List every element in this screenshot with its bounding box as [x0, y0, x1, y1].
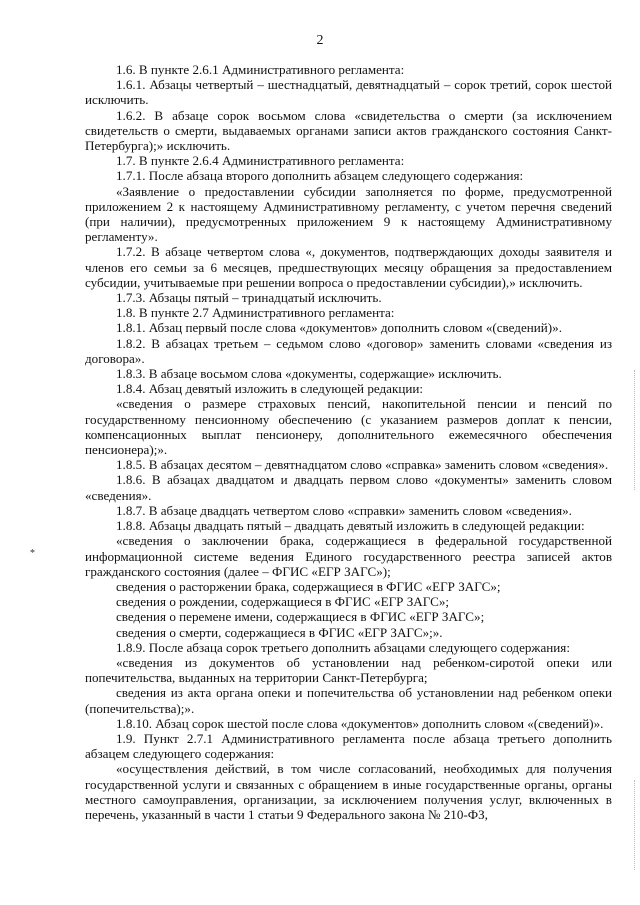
paragraph: 1.8.8. Абзацы двадцать пятый – двадцать девятый изложить в следующей редакции:: [116, 518, 585, 534]
paragraph: сведения из акта органа опеки и попечительства об установлении над ребенком опеки (попечительства);».: [85, 685, 612, 716]
paragraph: 1.8.9. После абзаца сорок третьего дополнить абзацами следующего содержания:: [116, 639, 570, 655]
document-body: [85, 62, 612, 822]
margin-mark: *: [30, 548, 35, 559]
paragraph: 1.8.5. В абзацах десятом – девятнадцатом слово «справка» заменить словом «сведения».: [116, 457, 609, 473]
paragraph: сведения о рождении, содержащиеся в ФГИС «ЕГР ЗАГС»;: [116, 594, 450, 610]
scan-edge-marks: [634, 370, 638, 490]
paragraph: «осуществления действий, в том числе согласований, необходимых для получения государственной услуги и связанных с обращением в иные государственные органы, органы местного самоуправления, организации, за исключением получения услуг, включенных в перечень, указанный в части 1 статьи 9 Федерального закона № 210-ФЗ,: [85, 761, 612, 822]
paragraph: 1.8.4. Абзац девятый изложить в следующей редакции:: [116, 381, 423, 397]
paragraph: сведения о расторжении брака, содержащиеся в ФГИС «ЕГР ЗАГС»;: [116, 578, 501, 594]
paragraph: 1.8.6. В абзацах двадцатом и двадцать первом слово «документы» заменить словом «сведения».: [85, 472, 612, 503]
paragraph: 1.6.1. Абзацы четвертый – шестнадцатый, девятнадцатый – сорок третий, сорок шестой исключить.: [85, 77, 612, 108]
paragraph: 1.8. В пункте 2.7 Административного регламента:: [116, 305, 395, 321]
paragraph: 1.6. В пункте 2.6.1 Административного регламента:: [116, 62, 405, 77]
paragraph: 1.7.2. В абзаце четвертом слова «, документов, подтверждающих доходы заявителя и членов его семьи за 6 месяцев, предшествующих месяцу обращения за предоставлением субсидии, учитываемые при решении вопроса о предоставлении субсидии),» исключить.: [85, 244, 612, 290]
paragraph: 1.8.2. В абзацах третьем – седьмом слово «договор» заменить словами «сведения из договора».: [85, 335, 612, 366]
paragraph: сведения о перемене имени, содержащиеся в ФГИС «ЕГР ЗАГС»;: [116, 609, 485, 625]
paragraph: 1.6.2. В абзаце сорок восьмом слова «свидетельства о смерти (за исключением свидетельств о смерти, выдаваемых органами записи актов гражданского состояния Санкт-Петербурга);» исключить.: [85, 107, 612, 154]
paragraph: 1.8.10. Абзац сорок шестой после слова «документов» дополнить словом «(сведений)».: [116, 715, 604, 731]
paragraph: сведения о смерти, содержащиеся в ФГИС «ЕГР ЗАГС»;».: [116, 624, 443, 640]
paragraph: 1.7. В пункте 2.6.4 Административного регламента:: [116, 153, 405, 169]
paragraph: 1.9. Пункт 2.7.1 Административного регламента после абзаца третьего дополнить абзацем следующего содержания:: [85, 730, 612, 762]
paragraph: «сведения о размере страховых пенсий, накопительной пенсии и пенсий по государственному пенсионному обеспечению (с указанием размеров доплат к пенсии, компенсационных выплат пенсионеру, дополнительного ежемесячного обеспечения пенсионера);».: [85, 396, 612, 458]
paragraph: 1.8.1. Абзац первый после слова «документов» дополнить словом «(сведений)».: [116, 320, 562, 336]
paragraph: 1.7.1. После абзаца второго дополнить абзацем следующего содержания:: [116, 168, 524, 184]
paragraph: 1.8.7. В абзаце двадцать четвертом слово «справки» заменить словом «сведения».: [116, 502, 572, 518]
page-number: 2: [316, 33, 324, 48]
paragraph: 1.7.3. Абзацы пятый – тринадцатый исключить.: [116, 290, 382, 306]
paragraph: 1.8.3. В абзаце восьмом слова «документы, содержащие» исключить.: [116, 366, 502, 382]
paragraph: «Заявление о предоставлении субсидии заполняется по форме, предусмотренной приложением 2 к настоящему Административному регламенту, с учетом перечня сведений (при наличии), предусмотренных приложением 9 к настоящему Административному регламенту».: [85, 183, 612, 245]
scan-edge-marks-lower: [634, 780, 638, 870]
paragraph: «сведения из документов об установлении над ребенком-сиротой опеки или попечительства, выданных на территории Санкт-Петербурга;: [85, 654, 612, 686]
paragraph: «сведения о заключении брака, содержащиеся в федеральной государственной информационной системе ведения Единого государственного реестра записей актов гражданского состояния (далее – ФГИС «ЕГР ЗАГС»);: [85, 533, 612, 579]
